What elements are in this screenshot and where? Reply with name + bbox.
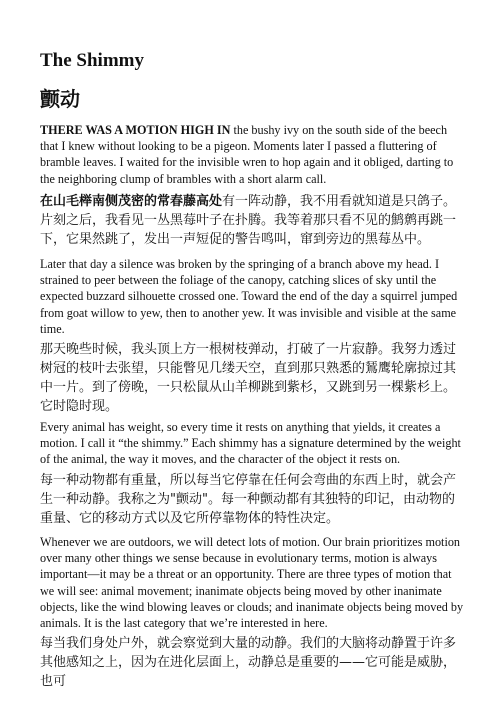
paragraph-english-1: [40, 122, 464, 187]
paragraph-english-2: Later that day a silence was broken by the springing of a branch above my head. I strained to peer between the foliage of the canopy, catching slices of sky until the expected buzzard silhouette crossed one. Toward the end of the day a squirrel jumped from goat willow to yew, then to another yew. It was invisible and visible at the same time.: [40, 257, 458, 336]
paragraph-lead-english: THERE WAS A MOTION HIGH IN: [40, 123, 231, 137]
paragraph-body: 有一阵动静，我不用看就知道是只鸽子。片刻之后，我看见一丛黑莓叶子在扑腾。我等着那只看不见的鹪鹩再跳一下，它果然跳了，发出一声短促的警告鸣叫，窜到旁边的黑莓丛中。: [40, 194, 457, 247]
paragraph-chinese-4: 每当我们身处户外，就会察觉到大量的动静。我们的大脑将动静置于许多其他感知之上，因为在进化层面上，动静总是重要的——它可能是威胁，也可: [40, 636, 457, 689]
paragraph-chinese-2: 那天晚些时候，我头顶上方一根树枝弹动，打破了一片寂静。我努力透过树冠的枝叶去张望，只能瞥见几缕天空，直到那只熟悉的鵟鹰轮廓掠过其中一片。到了傍晚，一只松鼠从山羊柳跳到紫杉，又跳到另一棵紫杉上。它时隐时现。: [40, 342, 457, 414]
chapter-title-chinese: 颤动: [40, 87, 80, 111]
paragraph-body: the bushy ivy on the south side of the beech that I knew without looking to be a pigeon. Moments later I passed a fluttering of bramble leaves. I waited for the invisible wren to hop again and it obliged, darting to the neighboring clump of brambles with a short alarm call.: [40, 123, 454, 186]
paragraph-english-3: Every animal has weight, so every time it rests on anything that yields, it creates a motion. I call it “the shimmy.” Each shimmy has a signature determined by the weight of the animal, the way it moves, and the character of the object it rests on.: [40, 420, 461, 467]
paragraph-lead-chinese: 在山毛榉南侧茂密的常春藤高处: [40, 194, 223, 209]
paragraph-chinese-1: [40, 192, 464, 249]
paragraph-chinese-3: 每一种动物都有重量，所以每当它停靠在任何会弯曲的东西上时，就会产生一种动静。我称之为"颤动"。每一种颤动都有其独特的印记，由动物的重量、它的移动方式以及它所停靠物体的特性决定。: [40, 473, 457, 526]
chapter-title-english: The Shimmy: [40, 50, 144, 71]
paragraph-english-4: Whenever we are outdoors, we will detect lots of motion. Our brain prioritizes motion over many other things we sense because in evolutionary terms, motion is always important—it may be a threat or an opportunity. There are three types of motion that we will see: animal movement; inanimate objects being moved by other inanimate objects, like the wind blowing leaves or clouds; and inanimate objects being moved by animals. It is the last category that we’re interested in here.: [40, 535, 464, 631]
